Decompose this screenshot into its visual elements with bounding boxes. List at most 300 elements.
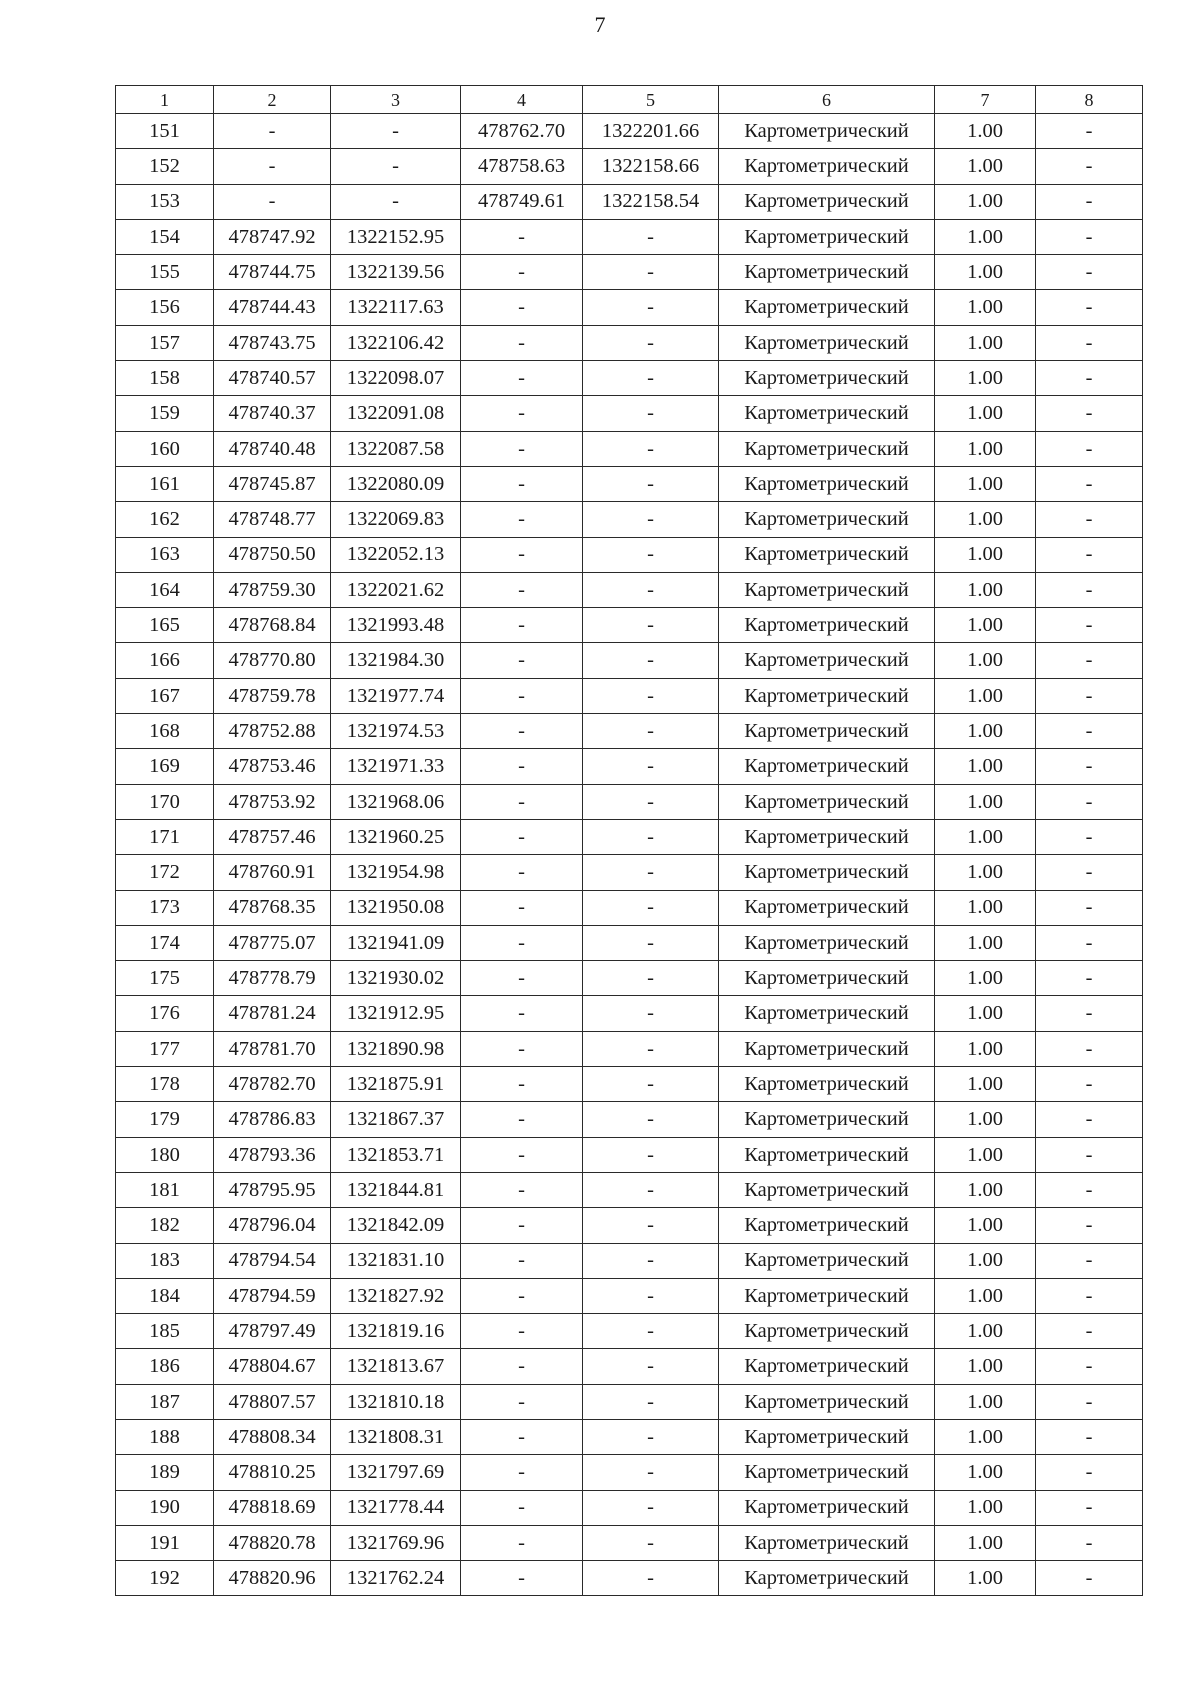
x-new-cell: -	[461, 1031, 583, 1066]
accuracy-cell: 1.00	[935, 431, 1036, 466]
table-row	[116, 1137, 1143, 1172]
point-number-cell: 173	[116, 890, 214, 925]
table-row	[116, 149, 1143, 184]
method-cell: Картометрический	[719, 961, 935, 996]
point-number-cell: 170	[116, 784, 214, 819]
point-number-cell: 184	[116, 1278, 214, 1313]
point-number-cell: 185	[116, 1314, 214, 1349]
y-cell: 1322117.63	[331, 290, 461, 325]
y-cell: 1321813.67	[331, 1349, 461, 1384]
x-new-cell: -	[461, 1455, 583, 1490]
point-number-cell: 189	[116, 1455, 214, 1490]
point-number-cell: 179	[116, 1102, 214, 1137]
y-cell: 1321977.74	[331, 678, 461, 713]
y-cell: 1321778.44	[331, 1490, 461, 1525]
y-cell: 1322021.62	[331, 572, 461, 607]
x-new-cell: -	[461, 1278, 583, 1313]
y-cell: -	[331, 149, 461, 184]
note-cell: -	[1036, 114, 1143, 149]
y-cell: 1322152.95	[331, 219, 461, 254]
table-row	[116, 1561, 1143, 1596]
y-cell: 1322091.08	[331, 396, 461, 431]
header-row	[116, 86, 1143, 114]
accuracy-cell: 1.00	[935, 925, 1036, 960]
y-new-cell: -	[583, 1137, 719, 1172]
note-cell: -	[1036, 502, 1143, 537]
table-row	[116, 643, 1143, 678]
point-number-cell: 161	[116, 466, 214, 501]
point-number-cell: 164	[116, 572, 214, 607]
method-cell: Картометрический	[719, 1067, 935, 1102]
method-cell: Картометрический	[719, 1349, 935, 1384]
x-cell: 478794.59	[214, 1278, 331, 1313]
note-cell: -	[1036, 431, 1143, 466]
y-new-cell: -	[583, 1490, 719, 1525]
table-row	[116, 1278, 1143, 1313]
note-cell: -	[1036, 1243, 1143, 1278]
x-new-cell: -	[461, 1102, 583, 1137]
accuracy-cell: 1.00	[935, 396, 1036, 431]
method-cell: Картометрический	[719, 784, 935, 819]
y-cell: 1321960.25	[331, 819, 461, 854]
accuracy-cell: 1.00	[935, 1243, 1036, 1278]
x-cell: 478807.57	[214, 1384, 331, 1419]
y-new-cell: -	[583, 1031, 719, 1066]
method-cell: Картометрический	[719, 325, 935, 360]
point-number-cell: 176	[116, 996, 214, 1031]
y-cell: 1321930.02	[331, 961, 461, 996]
method-cell: Картометрический	[719, 219, 935, 254]
y-cell: 1322052.13	[331, 537, 461, 572]
y-cell: 1322087.58	[331, 431, 461, 466]
y-cell: 1321810.18	[331, 1384, 461, 1419]
column-header: 1	[116, 86, 214, 114]
table-row	[116, 572, 1143, 607]
point-number-cell: 158	[116, 361, 214, 396]
x-cell: 478786.83	[214, 1102, 331, 1137]
accuracy-cell: 1.00	[935, 1525, 1036, 1560]
table-row	[116, 1490, 1143, 1525]
x-new-cell: -	[461, 1137, 583, 1172]
x-cell: 478797.49	[214, 1314, 331, 1349]
y-cell: 1322069.83	[331, 502, 461, 537]
x-cell: 478795.95	[214, 1172, 331, 1207]
x-cell: 478757.46	[214, 819, 331, 854]
y-new-cell: -	[583, 361, 719, 396]
y-new-cell: -	[583, 537, 719, 572]
method-cell: Картометрический	[719, 1561, 935, 1596]
method-cell: Картометрический	[719, 749, 935, 784]
x-new-cell: -	[461, 643, 583, 678]
note-cell: -	[1036, 996, 1143, 1031]
note-cell: -	[1036, 466, 1143, 501]
x-new-cell: -	[461, 961, 583, 996]
table-row	[116, 608, 1143, 643]
table-row	[116, 1102, 1143, 1137]
x-new-cell: -	[461, 855, 583, 890]
y-new-cell: 1322158.54	[583, 184, 719, 219]
x-new-cell: -	[461, 1490, 583, 1525]
accuracy-cell: 1.00	[935, 678, 1036, 713]
accuracy-cell: 1.00	[935, 537, 1036, 572]
y-new-cell: -	[583, 890, 719, 925]
method-cell: Картометрический	[719, 184, 935, 219]
accuracy-cell: 1.00	[935, 572, 1036, 607]
note-cell: -	[1036, 184, 1143, 219]
x-new-cell: 478749.61	[461, 184, 583, 219]
x-new-cell: -	[461, 219, 583, 254]
y-new-cell: -	[583, 643, 719, 678]
table-row	[116, 466, 1143, 501]
x-cell: 478740.37	[214, 396, 331, 431]
accuracy-cell: 1.00	[935, 1278, 1036, 1313]
note-cell: -	[1036, 961, 1143, 996]
table-row	[116, 396, 1143, 431]
accuracy-cell: 1.00	[935, 1384, 1036, 1419]
accuracy-cell: 1.00	[935, 643, 1036, 678]
x-cell: -	[214, 114, 331, 149]
y-cell: -	[331, 184, 461, 219]
method-cell: Картометрический	[719, 855, 935, 890]
method-cell: Картометрический	[719, 1490, 935, 1525]
method-cell: Картометрический	[719, 996, 935, 1031]
y-cell: 1321819.16	[331, 1314, 461, 1349]
method-cell: Картометрический	[719, 1102, 935, 1137]
accuracy-cell: 1.00	[935, 996, 1036, 1031]
table-row	[116, 749, 1143, 784]
point-number-cell: 154	[116, 219, 214, 254]
point-number-cell: 156	[116, 290, 214, 325]
y-new-cell: -	[583, 255, 719, 290]
x-new-cell: -	[461, 431, 583, 466]
x-new-cell: -	[461, 1172, 583, 1207]
y-new-cell: -	[583, 396, 719, 431]
table-row	[116, 678, 1143, 713]
x-new-cell: -	[461, 361, 583, 396]
note-cell: -	[1036, 572, 1143, 607]
y-cell: 1321831.10	[331, 1243, 461, 1278]
method-cell: Картометрический	[719, 431, 935, 466]
y-cell: 1321769.96	[331, 1525, 461, 1560]
table-row	[116, 925, 1143, 960]
x-cell: 478810.25	[214, 1455, 331, 1490]
table-row	[116, 290, 1143, 325]
x-new-cell: -	[461, 1067, 583, 1102]
table-row	[116, 1067, 1143, 1102]
method-cell: Картометрический	[719, 643, 935, 678]
note-cell: -	[1036, 325, 1143, 360]
note-cell: -	[1036, 396, 1143, 431]
column-header: 3	[331, 86, 461, 114]
y-new-cell: -	[583, 855, 719, 890]
table-row	[116, 1314, 1143, 1349]
y-cell: 1321808.31	[331, 1419, 461, 1454]
x-new-cell: -	[461, 1384, 583, 1419]
note-cell: -	[1036, 1349, 1143, 1384]
y-new-cell: -	[583, 1172, 719, 1207]
table-row	[116, 219, 1143, 254]
x-new-cell: -	[461, 714, 583, 749]
x-new-cell: -	[461, 1208, 583, 1243]
method-cell: Картометрический	[719, 1525, 935, 1560]
note-cell: -	[1036, 643, 1143, 678]
accuracy-cell: 1.00	[935, 819, 1036, 854]
x-new-cell: -	[461, 1243, 583, 1278]
y-cell: 1321974.53	[331, 714, 461, 749]
y-cell: 1321984.30	[331, 643, 461, 678]
x-cell: 478793.36	[214, 1137, 331, 1172]
note-cell: -	[1036, 1067, 1143, 1102]
method-cell: Картометрический	[719, 608, 935, 643]
y-new-cell: -	[583, 325, 719, 360]
point-number-cell: 153	[116, 184, 214, 219]
point-number-cell: 157	[116, 325, 214, 360]
method-cell: Картометрический	[719, 537, 935, 572]
x-cell: 478804.67	[214, 1349, 331, 1384]
x-cell: 478740.57	[214, 361, 331, 396]
y-new-cell: -	[583, 714, 719, 749]
accuracy-cell: 1.00	[935, 714, 1036, 749]
note-cell: -	[1036, 1172, 1143, 1207]
point-number-cell: 162	[116, 502, 214, 537]
method-cell: Картометрический	[719, 819, 935, 854]
y-cell: 1321827.92	[331, 1278, 461, 1313]
table-row	[116, 1208, 1143, 1243]
y-new-cell: -	[583, 1314, 719, 1349]
note-cell: -	[1036, 149, 1143, 184]
point-number-cell: 180	[116, 1137, 214, 1172]
y-cell: 1321950.08	[331, 890, 461, 925]
method-cell: Картометрический	[719, 114, 935, 149]
y-cell: 1321912.95	[331, 996, 461, 1031]
column-header: 5	[583, 86, 719, 114]
x-cell: 478820.78	[214, 1525, 331, 1560]
x-new-cell: -	[461, 996, 583, 1031]
y-new-cell: -	[583, 1208, 719, 1243]
y-new-cell: -	[583, 572, 719, 607]
accuracy-cell: 1.00	[935, 784, 1036, 819]
method-cell: Картометрический	[719, 502, 935, 537]
accuracy-cell: 1.00	[935, 466, 1036, 501]
x-new-cell: -	[461, 537, 583, 572]
y-new-cell: -	[583, 1419, 719, 1454]
accuracy-cell: 1.00	[935, 1031, 1036, 1066]
x-new-cell: -	[461, 819, 583, 854]
x-new-cell: -	[461, 1561, 583, 1596]
y-cell: 1321867.37	[331, 1102, 461, 1137]
method-cell: Картометрический	[719, 1031, 935, 1066]
table-row	[116, 502, 1143, 537]
note-cell: -	[1036, 608, 1143, 643]
method-cell: Картометрический	[719, 890, 935, 925]
x-cell: 478759.78	[214, 678, 331, 713]
point-number-cell: 174	[116, 925, 214, 960]
y-new-cell: -	[583, 1561, 719, 1596]
method-cell: Картометрический	[719, 678, 935, 713]
point-number-cell: 182	[116, 1208, 214, 1243]
accuracy-cell: 1.00	[935, 114, 1036, 149]
x-new-cell: -	[461, 572, 583, 607]
note-cell: -	[1036, 749, 1143, 784]
x-cell: 478770.80	[214, 643, 331, 678]
x-new-cell: -	[461, 608, 583, 643]
accuracy-cell: 1.00	[935, 1455, 1036, 1490]
note-cell: -	[1036, 361, 1143, 396]
method-cell: Картометрический	[719, 714, 935, 749]
accuracy-cell: 1.00	[935, 1102, 1036, 1137]
y-cell: 1321797.69	[331, 1455, 461, 1490]
accuracy-cell: 1.00	[935, 1137, 1036, 1172]
y-new-cell: -	[583, 819, 719, 854]
y-new-cell: -	[583, 1384, 719, 1419]
accuracy-cell: 1.00	[935, 290, 1036, 325]
y-cell: 1321875.91	[331, 1067, 461, 1102]
note-cell: -	[1036, 1384, 1143, 1419]
method-cell: Картометрический	[719, 925, 935, 960]
x-cell: 478745.87	[214, 466, 331, 501]
x-cell: 478748.77	[214, 502, 331, 537]
note-cell: -	[1036, 1561, 1143, 1596]
x-cell: 478740.48	[214, 431, 331, 466]
method-cell: Картометрический	[719, 1455, 935, 1490]
point-number-cell: 163	[116, 537, 214, 572]
column-header: 8	[1036, 86, 1143, 114]
y-new-cell: -	[583, 1455, 719, 1490]
note-cell: -	[1036, 1455, 1143, 1490]
table-row	[116, 1455, 1143, 1490]
y-cell: 1321993.48	[331, 608, 461, 643]
column-header: 7	[935, 86, 1036, 114]
x-cell: -	[214, 184, 331, 219]
x-new-cell: -	[461, 325, 583, 360]
y-cell: -	[331, 114, 461, 149]
column-header: 6	[719, 86, 935, 114]
note-cell: -	[1036, 784, 1143, 819]
x-new-cell: -	[461, 1419, 583, 1454]
y-new-cell: -	[583, 925, 719, 960]
accuracy-cell: 1.00	[935, 961, 1036, 996]
table-row	[116, 184, 1143, 219]
y-new-cell: -	[583, 996, 719, 1031]
y-new-cell: 1322201.66	[583, 114, 719, 149]
table-body	[116, 114, 1143, 1596]
note-cell: -	[1036, 1490, 1143, 1525]
method-cell: Картометрический	[719, 396, 935, 431]
method-cell: Картометрический	[719, 572, 935, 607]
y-new-cell: -	[583, 1278, 719, 1313]
x-new-cell: -	[461, 1525, 583, 1560]
x-cell: 478808.34	[214, 1419, 331, 1454]
x-cell: 478775.07	[214, 925, 331, 960]
x-new-cell: -	[461, 1349, 583, 1384]
note-cell: -	[1036, 819, 1143, 854]
note-cell: -	[1036, 290, 1143, 325]
y-new-cell: -	[583, 290, 719, 325]
table-row	[116, 819, 1143, 854]
y-cell: 1322098.07	[331, 361, 461, 396]
table-row	[116, 996, 1143, 1031]
note-cell: -	[1036, 1208, 1143, 1243]
point-number-cell: 187	[116, 1384, 214, 1419]
method-cell: Картометрический	[719, 149, 935, 184]
y-cell: 1321844.81	[331, 1172, 461, 1207]
note-cell: -	[1036, 1031, 1143, 1066]
y-cell: 1321971.33	[331, 749, 461, 784]
x-cell: 478781.24	[214, 996, 331, 1031]
accuracy-cell: 1.00	[935, 502, 1036, 537]
method-cell: Картометрический	[719, 1419, 935, 1454]
x-cell: 478744.75	[214, 255, 331, 290]
y-new-cell: -	[583, 502, 719, 537]
note-cell: -	[1036, 1525, 1143, 1560]
column-header: 2	[214, 86, 331, 114]
note-cell: -	[1036, 855, 1143, 890]
point-number-cell: 168	[116, 714, 214, 749]
point-number-cell: 191	[116, 1525, 214, 1560]
x-cell: 478743.75	[214, 325, 331, 360]
accuracy-cell: 1.00	[935, 219, 1036, 254]
method-cell: Картометрический	[719, 1278, 935, 1313]
x-cell: 478781.70	[214, 1031, 331, 1066]
x-cell: 478794.54	[214, 1243, 331, 1278]
y-new-cell: 1322158.66	[583, 149, 719, 184]
y-cell: 1321842.09	[331, 1208, 461, 1243]
point-number-cell: 192	[116, 1561, 214, 1596]
y-new-cell: -	[583, 749, 719, 784]
accuracy-cell: 1.00	[935, 361, 1036, 396]
point-number-cell: 181	[116, 1172, 214, 1207]
y-new-cell: -	[583, 1525, 719, 1560]
x-new-cell: -	[461, 466, 583, 501]
x-new-cell: -	[461, 678, 583, 713]
accuracy-cell: 1.00	[935, 149, 1036, 184]
y-new-cell: -	[583, 678, 719, 713]
method-cell: Картометрический	[719, 290, 935, 325]
table-row	[116, 855, 1143, 890]
note-cell: -	[1036, 925, 1143, 960]
x-cell: 478760.91	[214, 855, 331, 890]
y-new-cell: -	[583, 784, 719, 819]
point-number-cell: 169	[116, 749, 214, 784]
x-cell: 478752.88	[214, 714, 331, 749]
accuracy-cell: 1.00	[935, 1490, 1036, 1525]
table-row	[116, 431, 1143, 466]
point-number-cell: 166	[116, 643, 214, 678]
x-new-cell: 478762.70	[461, 114, 583, 149]
x-new-cell: -	[461, 784, 583, 819]
note-cell: -	[1036, 890, 1143, 925]
note-cell: -	[1036, 678, 1143, 713]
point-number-cell: 172	[116, 855, 214, 890]
point-number-cell: 186	[116, 1349, 214, 1384]
y-new-cell: -	[583, 961, 719, 996]
point-number-cell: 151	[116, 114, 214, 149]
table-row	[116, 1419, 1143, 1454]
method-cell: Картометрический	[719, 255, 935, 290]
x-new-cell: -	[461, 890, 583, 925]
point-number-cell: 178	[116, 1067, 214, 1102]
method-cell: Картометрический	[719, 1384, 935, 1419]
point-number-cell: 152	[116, 149, 214, 184]
y-new-cell: -	[583, 1102, 719, 1137]
y-cell: 1321762.24	[331, 1561, 461, 1596]
x-cell: 478750.50	[214, 537, 331, 572]
accuracy-cell: 1.00	[935, 1349, 1036, 1384]
point-number-cell: 167	[116, 678, 214, 713]
x-new-cell: 478758.63	[461, 149, 583, 184]
table-row	[116, 325, 1143, 360]
note-cell: -	[1036, 714, 1143, 749]
